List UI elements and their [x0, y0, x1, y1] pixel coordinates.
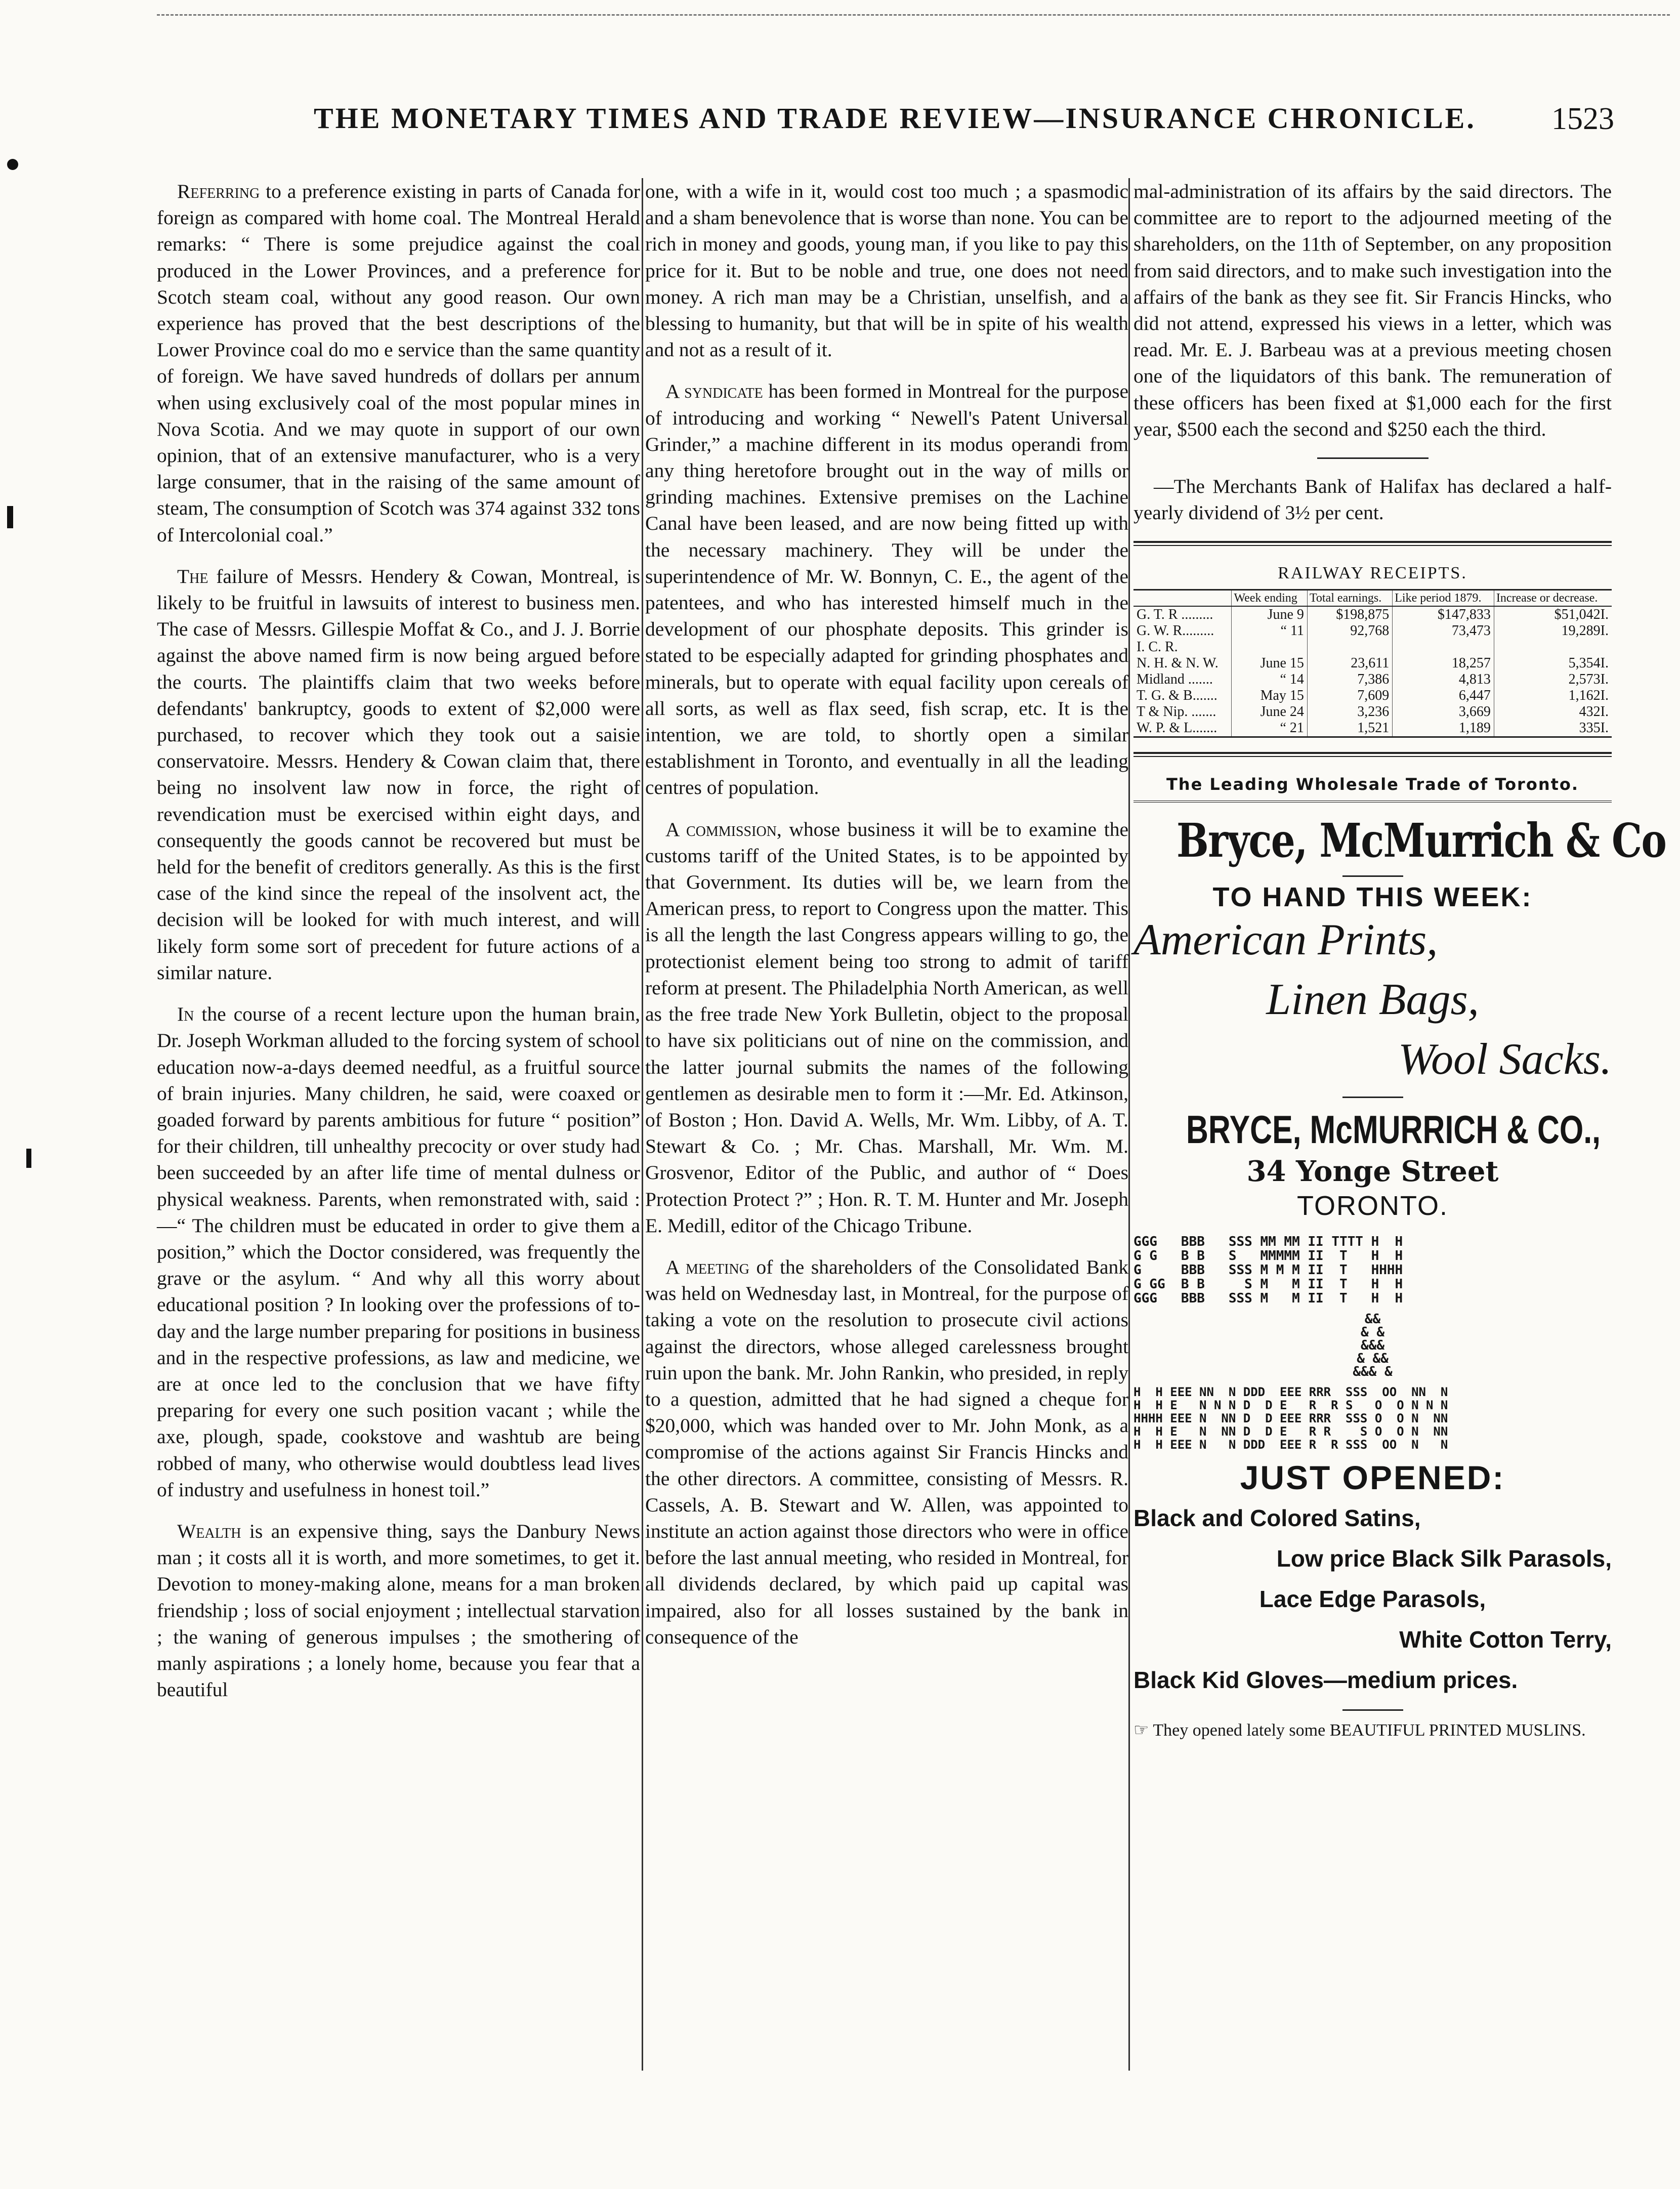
- railway-name-cell: T. G. & B.......: [1137, 687, 1217, 703]
- advert-city: TORONTO.: [1296, 1191, 1449, 1222]
- advert-goods-item: Black Kid Gloves—medium prices.: [1133, 1667, 1518, 1694]
- advert-goods-item: Low price Black Silk Parasols,: [1276, 1545, 1612, 1572]
- paragraph-text: the course of a recent lecture upon the human brain, Dr. Joseph Workman alluded to the forcing system of school education now-a-days deemed needful, as a fruitful source of brain injuries. Many children, he said, were coaxed or goaded forward by parents ambitious for future “ position” for their children, till unhealthy precocity or over study had been succeeded by an after life time of mental dulness or physical weakness. Parents, when remonstrated with, said :—“ The children must be educated in order to give them a position,” which the Doctor considered, was frequently the grave or the asylum. “ And why all this worry about educational position ? In looking over the professions of to-day and the large number preparing for positions in business and in the respective professions, as law and medicine, we are at once led to the conclusion that we have fifty preparing for every one such position vacant ; while the axe, plough, spade, cookstove and washtub are being robbed of many, who otherwise would doubtless lead lives of industry and usefulness in honest toil.”: [157, 1003, 640, 1501]
- paragraph-lead: A commission,: [665, 818, 782, 840]
- advert-goods-item: White Cotton Terry,: [1399, 1626, 1612, 1653]
- railway-name-cell: Midland .......: [1137, 671, 1213, 687]
- railway-value-cell: 2,573I.: [1494, 671, 1612, 688]
- paragraph-text: has been formed in Montreal for the purpose of introducing and working “ Newell's Patent Universal Grinder,” a machine different in its modus operandi from any thing heretofore brought out in the way of mills or grinding machines. Extensive premises on the Lachine Canal have been leased, and are now being fitted up with the necessary machinery. They will be under the superintendence of Mr. W. Bonnyn, C. E., the agent of the patentees, and who has interested himself much in the development of our phosphate deposits. This grinder is stated to be especially adapted for grinding phosphates and minerals, but to operate with equal facility upon cereals of all sorts, as well as flax seed, fish scrap, etc. It is the intention, we are told, to shortly open a similar establishment in Toronto, and eventually in all the leading centres of population.: [645, 380, 1129, 799]
- article-paragraph: [645, 1254, 1128, 1650]
- paragraph-lead: In: [177, 1003, 194, 1026]
- table-top-rule: [1133, 541, 1612, 546]
- railway-table-title: RAILWAY RECEIPTS.: [1278, 564, 1467, 583]
- top-rule: [157, 14, 1670, 16]
- railway-value-cell: 1,189: [1393, 720, 1494, 737]
- railway-value-cell: 23,611: [1307, 655, 1392, 671]
- column-header: Like period 1879.: [1393, 590, 1494, 606]
- column-header: Week ending: [1232, 590, 1308, 606]
- railway-value-cell: [1232, 639, 1308, 655]
- advert-item: Linen Bags,: [1266, 975, 1479, 1025]
- henderson-block-letters: H H EEE NN N DDD EEE RRR SSS OO NN N H H E N N N D D E R R S O O N N N HHHH EEE N NN D D EEE RRR SSS O O N NN H H E N NN D D E R R S O O N NN H H EEE N N DDD EEE R R SSS OO N N: [1133, 1385, 1448, 1452]
- column-header: Increase or decrease.: [1494, 590, 1612, 606]
- railway-value-cell: “ 11: [1232, 623, 1308, 639]
- railway-value-cell: 335I.: [1494, 720, 1612, 737]
- advert-item: American Prints,: [1133, 915, 1438, 965]
- paragraph-text: one, with a wife in it, would cost too much ; a spasmodic and a sham benevolence that is worse than none. You can be rich in money and goods, young man, if you like to pay this price for it. But to be noble and true, one does not need money. A rich man may be a Christian, unselfish, and a blessing to humanity, but that will be in spite of his wealth and not as a result of it.: [645, 180, 1128, 361]
- railway-value-cell: 7,609: [1307, 688, 1392, 704]
- advert-address: 34 Yonge Street: [1246, 1155, 1499, 1189]
- table-row: [1133, 688, 1612, 704]
- railway-receipts: [1133, 541, 1612, 737]
- column-header: [1133, 590, 1232, 606]
- scan-mark: [26, 1149, 31, 1168]
- advert-tagline: The Leading Wholesale Trade of Toronto.: [1133, 771, 1612, 803]
- advert-firm-name: Bryce, McMurrich & Co: [1177, 813, 1666, 868]
- bryce-mcmurrich-advert: [1133, 771, 1666, 1742]
- railway-value-cell: $198,875: [1307, 606, 1392, 623]
- railway-value-cell: June 9: [1232, 606, 1308, 623]
- railway-value-cell: 4,813: [1393, 671, 1494, 688]
- column-3: [1133, 178, 1666, 2081]
- table-row: [1133, 623, 1612, 639]
- advert-firm-caps: BRYCE, McMURRICH & CO.,: [1186, 1107, 1601, 1152]
- advert-to-hand: TO HAND THIS WEEK:: [1212, 881, 1533, 912]
- railway-value-cell: May 15: [1232, 688, 1308, 704]
- railway-value-cell: [1494, 639, 1612, 655]
- railway-value-cell: 18,257: [1393, 655, 1494, 671]
- article-paragraph: [157, 1001, 640, 1503]
- section-divider: [1342, 1097, 1403, 1098]
- section-divider: [1133, 752, 1612, 757]
- railway-value-cell: 92,768: [1307, 623, 1392, 639]
- article-paragraph: [645, 178, 1128, 363]
- column-2: [645, 178, 1128, 2081]
- advert-goods-item: Black and Colored Satins,: [1133, 1505, 1421, 1532]
- advert-just-opened: JUST OPENED:: [1240, 1459, 1505, 1497]
- table-row: [1133, 606, 1612, 623]
- railway-value-cell: 5,354I.: [1494, 655, 1612, 671]
- railway-value-cell: June 15: [1232, 655, 1308, 671]
- paragraph-lead: A meeting: [665, 1255, 749, 1278]
- railway-name-cell: G. W. R.........: [1137, 622, 1214, 639]
- page-header: [314, 101, 1614, 142]
- paragraph-lead: A syndicate: [665, 380, 763, 403]
- railway-value-cell: 1,521: [1307, 720, 1392, 737]
- railway-name-cell: N. H. & N. W.: [1137, 655, 1219, 671]
- railway-name-cell: T & Nip. .......: [1137, 703, 1216, 720]
- railway-value-cell: 73,473: [1393, 623, 1494, 639]
- paragraph-text: whose business it will be to examine the customs tariff of the United States, is to be appointed by that Government. Its duties will be, we learn from the American press, to report to Congress upon the matter. This is all the length the last Congress appears willing to go, the protectionist element being too strong to admit of tariff reform at present. The Philadelphia North American, as well as the free trade New York Bulletin, object to the proposal to have six politicians out of nine on the commission, and the latter journal submits the names of the following gentlemen as desirable men to form it :—Mr. Ed. Atkinson, of Boston ; Hon. David A. Wells, Mr. Wm. Libby, of A. T. Stewart & Co. ; Mr. Chas. Marshall, Mr. Wm. M. Grosvenor, Editor of the Public, and author of “ Does Protection Protect ?” ; Hon. R. T. M. Hunter and Mr. Joseph E. Medill, editor of the Chicago Tribune.: [645, 818, 1128, 1237]
- railway-table: [1133, 589, 1612, 738]
- dividend-note: —The Merchants Bank of Halifax has declared a half-yearly dividend of 3½ per cent.: [1133, 475, 1612, 524]
- railway-value-cell: “ 14: [1232, 671, 1308, 688]
- railway-name-cell: W. P. & L.......: [1133, 720, 1232, 737]
- article-paragraph: [157, 563, 640, 986]
- advert-note: ☞ They opened lately some BEAUTIFUL PRINTED MUSLINS.: [1133, 1721, 1586, 1740]
- table-row: [1133, 639, 1612, 655]
- railway-value-cell: [1393, 639, 1494, 655]
- railway-value-cell: [1307, 639, 1392, 655]
- railway-value-cell: 6,447: [1393, 688, 1494, 704]
- scan-mark: [7, 506, 13, 528]
- page-number: 1523: [1551, 102, 1614, 136]
- paragraph-text: of the shareholders of the Consolidated Bank was held on Wednesday last, in Montreal, for the purpose of taking a vote on the resolution to prosecute civil actions against the directors, whose alleged carelessness brought ruin upon the bank. Mr. John Rankin, who presided, in reply to a question, admitted that he had signed a cheque for $20,000, which was handed over to Mr. John Monk, as a compromise of the actions against Sir Francis Hincks and the other directors. A committee, consisting of Messrs. R. Cassels, A. B. Stewart and W. Allen, was appointed to institute an action against those directors who were in office before the last annual meeting, who resided in Montreal, for all dividends declared, by which paid up capital was impaired, also for all losses sustained by the bank in consequence of the: [645, 1255, 1128, 1648]
- article-paragraph: [645, 816, 1128, 1239]
- paragraph-text: is an expensive thing, says the Danbury News man ; it costs all it is worth, and more sometimes, to get it. Devotion to money-making alone, means for a man broken friendship ; loss of social enjoyment ; intellectual starvation ; the waning of generous impulses ; the smothering of manly aspirations ; a lonely home, because you fear that a beautiful: [157, 1520, 640, 1701]
- section-divider: [1317, 457, 1429, 459]
- railway-name-cell: G. T. R .........: [1137, 606, 1213, 622]
- table-row: [1133, 655, 1612, 671]
- railway-value-cell: 432I.: [1494, 704, 1612, 720]
- table-row: [1133, 671, 1612, 688]
- punch-hole-mark: [7, 159, 18, 170]
- railway-value-cell: 3,669: [1393, 704, 1494, 720]
- masthead-title: THE MONETARY TIMES AND TRADE REVIEW—INSURANCE CHRONICLE.: [314, 102, 1476, 135]
- paragraph-text: to a preference existing in parts of Canada for foreign as compared with home coal. The Montreal Herald remarks: “ There is some prejudice against the coal produced in the Lower Provinces, and a preference for Scotch steam coal, without any good reason. Our own experience has proved that the best descriptions of the Lower Province coal do mo e service than the same quantity of foreign. We have saved hundreds of dollars per annum when using exclusively coal of the most popular mines in Nova Scotia. And we may quote in support of our own opinion, that of an extensive manufacturer, who is a very large consumer, that in the raising of the same amount of steam, The consumption of Scotch was 374 against 332 tons of Intercolonial coal.”: [157, 180, 640, 546]
- railway-value-cell: 19,289I.: [1494, 623, 1612, 639]
- gbs-block-letters: GGG BBB SSS MM MM II TTTT H H G G B B S MMMMM II T H H G BBB SSS M M M II T HHHH G GG B B S M M II T H H GGG BBB SSS M M II T H H: [1133, 1234, 1403, 1307]
- article-paragraph: [157, 1518, 640, 1703]
- railway-value-cell: 1,162I.: [1494, 688, 1612, 704]
- table-row: [1133, 704, 1612, 720]
- paragraph-lead: The: [177, 565, 208, 587]
- advert-goods-item: Lace Edge Parasols,: [1259, 1586, 1486, 1613]
- railway-value-cell: 3,236: [1307, 704, 1392, 720]
- column-rule: [1128, 178, 1130, 2071]
- article-continuation: mal-administration of its affairs by the said directors. The committee are to report to the adjourned meeting of the shareholders, on the 11th of September, on any proposition from said directors, and to make such investigation into the affairs of the bank as they see fit. Sir Francis Hincks, who did not attend, expressed his views in a letter, which was read. Mr. E. J. Barbeau was at a previous meeting chosen one of the liquidators of this bank. The remuneration of these officers has been fixed at $1,000 each for the first year, $500 each the second and $250 each the third.: [1133, 180, 1612, 440]
- column-rule: [642, 178, 643, 2071]
- paragraph-lead: Referring: [177, 180, 260, 202]
- table-header-row: [1133, 590, 1612, 606]
- advert-item: Wool Sacks.: [1398, 1035, 1612, 1084]
- railway-value-cell: $147,833: [1393, 606, 1494, 623]
- railway-value-cell: “ 21: [1232, 720, 1308, 737]
- ampersand-block-letters: && & & &&& & && &&& &: [1353, 1312, 1393, 1380]
- paragraph-lead: Wealth: [177, 1520, 241, 1542]
- section-divider: [1342, 1709, 1403, 1711]
- article-paragraph: [157, 178, 640, 548]
- column-1: [157, 178, 640, 2081]
- railway-value-cell: June 24: [1232, 704, 1308, 720]
- column-header: Total earnings.: [1307, 590, 1392, 606]
- railway-value-cell: $51,042I.: [1494, 606, 1612, 623]
- table-row: [1133, 720, 1612, 737]
- paragraph-text: failure of Messrs. Hendery & Cowan, Montreal, is likely to be fruitful in lawsuits of interest to business men. The case of Messrs. Gillespie Moffat & Co., and J. J. Borrie against the above named firm is now being argued before the courts. The plaintiffs claim that two weeks before defendants' bankruptcy, goods to extent of $2,000 were purchased, to recover which they took out a saisie conservatoire. Messrs. Hendery & Cowan claim that, there being no insolvent law now in force, the right of revendication must be exercised within eight days, and consequently the goods cannot be recovered but must be held for the benefit of creditors generally. As this is the first case of the kind since the repeal of the insolvent act, the decision will be looked for with much interest, and will likely form some sort of precedent for future actions of a similar nature.: [157, 565, 640, 984]
- section-divider: [1342, 875, 1403, 877]
- article-paragraph: [645, 378, 1128, 801]
- railway-value-cell: 7,386: [1307, 671, 1392, 688]
- railway-name-cell: I. C. R.: [1137, 639, 1178, 655]
